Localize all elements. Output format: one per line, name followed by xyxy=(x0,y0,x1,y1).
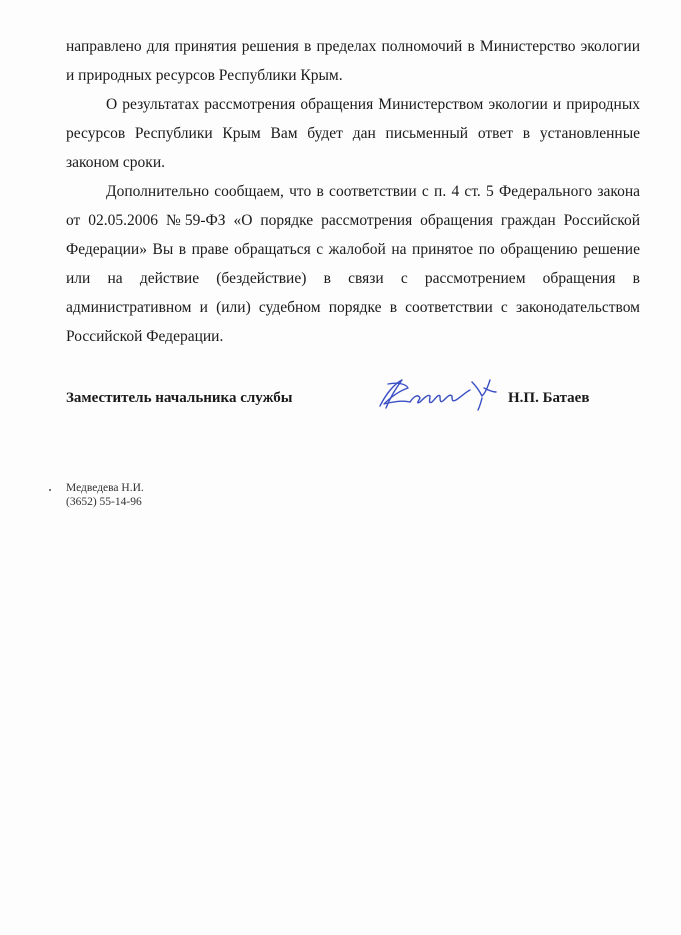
paragraph-continuation: направлено для принятия решения в пределах полномочий в Министерство экологии и природных ресурсов Республики Крым. xyxy=(66,38,640,84)
scan-speck xyxy=(49,489,51,491)
signature-block xyxy=(66,388,640,418)
executor-phone: (3652) 55-14-96 xyxy=(66,496,142,508)
paragraph-appeal-rights: Дополнительно сообщаем, что в соответствии с п. 4 ст. 5 Федерального закона от 02.05.2006 №59-ФЗ «О порядке рассмотрения обращения граждан Российской Федерации» Вы в праве обращаться с жалобой на принятое по обращению решение или на действие (бездействие) в связи с рассмотрением обращения в административном и (или) судебном порядке в соответствии с законодательством Российской Федерации. xyxy=(66,183,640,345)
paragraph-results: О результатах рассмотрения обращения Министерством экологии и природных ресурсов Республики Крым Вам будет дан письменный ответ в установленные законом сроки. xyxy=(66,96,640,171)
executor-contact xyxy=(66,481,144,509)
executor-name: Медведева Н.И. xyxy=(66,482,144,494)
signer-title: Заместитель начальника службы xyxy=(66,390,293,406)
signer-name: Н.П. Батаев xyxy=(508,390,590,406)
letter-body xyxy=(66,32,640,351)
handwritten-signature xyxy=(372,372,502,418)
